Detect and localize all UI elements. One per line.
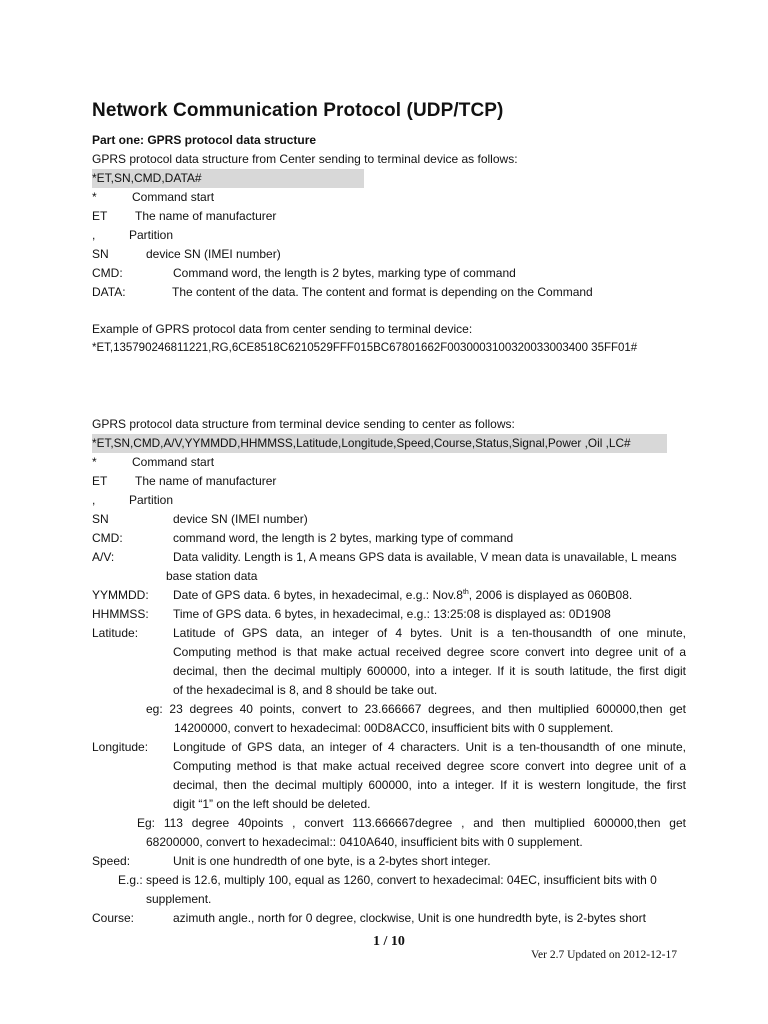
terminal-field-term: ET bbox=[92, 474, 108, 488]
page-number: 1 / 10 bbox=[373, 934, 405, 949]
latitude-line: of the hexadecimal is 8, and 8 should be take out. bbox=[173, 683, 438, 697]
terminal-field-term: YYMMDD: bbox=[92, 588, 149, 602]
terminal-field-desc: base station data bbox=[166, 569, 258, 583]
part-one-heading: Part one: GPRS protocol data structure bbox=[92, 133, 317, 147]
terminal-field-desc: Data validity. Length is 1, A means GPS data is available, V mean data is unavailable, L means bbox=[173, 550, 677, 564]
longitude-example-line: 68200000, convert to hexadecimal:: 0410A640, insufficient bits with 0 supplement. bbox=[146, 835, 583, 849]
center-field-term: , bbox=[92, 228, 96, 242]
center-field-term: * bbox=[92, 190, 97, 204]
latitude-example bbox=[146, 700, 686, 719]
terminal-field-desc: Unit is one hundredth of one byte, is a 2-bytes short integer. bbox=[173, 854, 491, 868]
version-info: Ver 2.7 Updated on 2012-12-17 bbox=[531, 949, 677, 961]
terminal-field-term: SN bbox=[92, 512, 109, 526]
terminal-field-term: Latitude: bbox=[92, 626, 139, 640]
latitude-line: Latitude of GPS data, an integer of 4 bytes. Unit is a ten-thousandth of one minute, bbox=[173, 626, 686, 640]
page-title: Network Communication Protocol (UDP/TCP) bbox=[92, 100, 504, 121]
terminal-field-desc: Partition bbox=[129, 493, 174, 507]
terminal-field-term: Speed: bbox=[92, 854, 131, 868]
center-field-term: DATA: bbox=[92, 285, 126, 299]
yymmdd-desc-sup: th bbox=[462, 589, 469, 596]
longitude-description bbox=[173, 738, 686, 814]
center-field-term: CMD: bbox=[92, 266, 123, 280]
example-intro: Example of GPRS protocol data from center sending to terminal device: bbox=[92, 322, 473, 336]
longitude-example-line: Eg: 113 degree 40points , convert 113.666667degree , and then multiplied 600000,then get bbox=[137, 816, 686, 830]
center-field-desc: device SN (IMEI number) bbox=[146, 247, 281, 261]
terminal-to-center-intro: GPRS protocol data structure from terminal device sending to center as follows: bbox=[92, 417, 515, 431]
terminal-field-desc: azimuth angle., north for 0 degree, clockwise, Unit is one hundredth byte, is 2-bytes short bbox=[173, 911, 646, 925]
center-field-desc: The content of the data. The content and format is depending on the Command bbox=[172, 285, 593, 299]
longitude-line: Computing method is that make actual received degree score convert into degree unit of a bbox=[173, 759, 686, 773]
terminal-format-text: *ET,SN,CMD,A/V,YYMMDD,HHMMSS,Latitude,Longitude,Speed,Course,Status,Signal,Power ,Oil ,LC# bbox=[92, 434, 667, 453]
speed-example-line: E.g.: speed is 12.6, multiply 100, equal as 1260, convert to hexadecimal: 04EC, insufficient bits with 0 bbox=[118, 873, 657, 887]
terminal-format bbox=[92, 434, 667, 453]
latitude-description bbox=[173, 624, 686, 700]
latitude-example-line: 14200000, convert to hexadecimal: 00D8ACC0, insufficient bits with 0 supplement. bbox=[174, 721, 614, 735]
center-field-term: ET bbox=[92, 209, 108, 223]
terminal-field-term: HHMMSS: bbox=[92, 607, 149, 621]
terminal-field-term: A/V: bbox=[92, 550, 115, 564]
longitude-line: Longitude of GPS data, an integer of 4 characters. Unit is a ten-thousandth of one minute, bbox=[173, 740, 686, 754]
example-value: *ET,135790246811221,RG,6CE8518C6210529FFF015BC67801662F0030003100320033003400 35FF01# bbox=[92, 342, 638, 354]
latitude-line: decimal, then the decimal multiply 600000, into a integer. If it is south latitude, the first digit bbox=[173, 664, 686, 678]
speed-example-line: supplement. bbox=[146, 892, 212, 906]
center-to-terminal-intro: GPRS protocol data structure from Center sending to terminal device as follows: bbox=[92, 152, 518, 166]
longitude-line: digit “1” on the left should be deleted. bbox=[173, 797, 371, 811]
longitude-line: decimal, then the decimal multiply 600000, into a integer. If it is western longitude, the first bbox=[173, 778, 686, 792]
terminal-field-desc: command word, the length is 2 bytes, marking type of command bbox=[173, 531, 514, 545]
center-field-desc: Command start bbox=[132, 190, 215, 204]
terminal-field-desc: Command start bbox=[132, 455, 215, 469]
yymmdd-desc-pre: Date of GPS data. 6 bytes, in hexadecimal, e.g.: Nov.8 bbox=[173, 588, 463, 602]
center-format bbox=[92, 169, 364, 188]
center-field-term: SN bbox=[92, 247, 109, 261]
terminal-field-desc bbox=[173, 586, 632, 605]
center-format-text: *ET,SN,CMD,DATA# bbox=[92, 169, 364, 188]
terminal-field-desc: Time of GPS data. 6 bytes, in hexadecimal, e.g.: 13:25:08 is displayed as: 0D1908 bbox=[173, 607, 611, 621]
yymmdd-desc-post: , 2006 is displayed as 060B08. bbox=[468, 588, 633, 602]
center-field-desc: The name of manufacturer bbox=[135, 209, 277, 223]
terminal-field-term: Longitude: bbox=[92, 740, 149, 754]
terminal-field-term: * bbox=[92, 455, 97, 469]
terminal-field-desc: device SN (IMEI number) bbox=[173, 512, 308, 526]
latitude-example-line: eg: 23 degrees 40 points, convert to 23.666667 degrees, and then multiplied 600000,then get bbox=[146, 702, 686, 716]
center-field-desc: Partition bbox=[129, 228, 174, 242]
terminal-field-term: , bbox=[92, 493, 96, 507]
terminal-field-term: Course: bbox=[92, 911, 135, 925]
terminal-field-desc: The name of manufacturer bbox=[135, 474, 277, 488]
terminal-field-term: CMD: bbox=[92, 531, 123, 545]
longitude-example bbox=[137, 814, 686, 833]
latitude-line: Computing method is that make actual received degree score convert into degree unit of a bbox=[173, 645, 686, 659]
center-field-desc: Command word, the length is 2 bytes, marking type of command bbox=[173, 266, 516, 280]
